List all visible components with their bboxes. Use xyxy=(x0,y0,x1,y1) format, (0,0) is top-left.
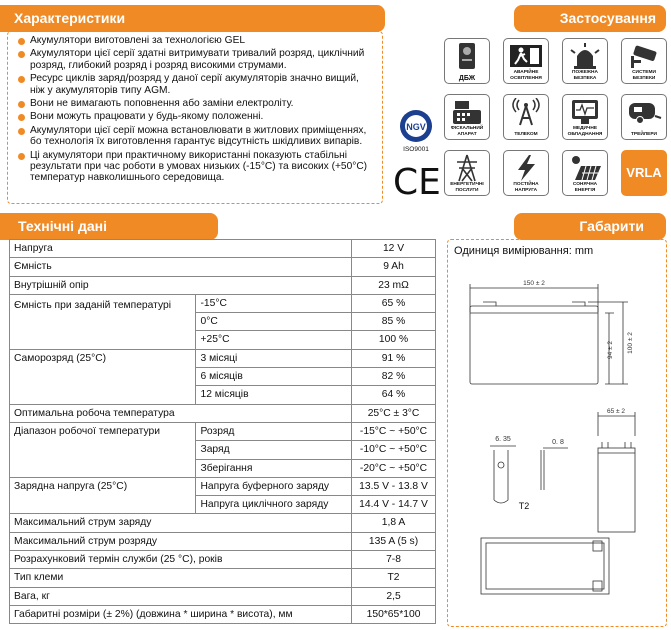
cctv-icon xyxy=(626,42,662,70)
terminal-type-label: T2 xyxy=(518,501,530,511)
solar-panel-icon xyxy=(567,154,603,182)
features-list xyxy=(8,32,382,184)
battery-drawing xyxy=(448,260,666,624)
table-row xyxy=(10,258,436,276)
spec-sub-label: +25°C xyxy=(196,331,352,349)
feature-item: Акумулятори цієї серії здатні витримувати тривалий розряд, циклічний розряд, глибокий розряд і розряд високими струмами. xyxy=(18,48,376,71)
table-row xyxy=(10,404,436,422)
tech-header: Технічні дані xyxy=(0,213,218,240)
app-label: АВАРІЙНЕ ОСВІТЛЕННЯ xyxy=(510,70,542,81)
app-label: МЕДИЧНЕ ОБЛАДНАННЯ xyxy=(567,126,603,137)
table-row xyxy=(10,587,436,605)
app-fire-safety xyxy=(562,38,608,84)
applications-header: Застосування xyxy=(514,5,666,32)
table-row xyxy=(10,477,436,495)
app-label: ТРЕЙЛЕРИ xyxy=(631,131,657,137)
app-cash-register xyxy=(444,94,490,140)
spec-sub-label: Заряд xyxy=(196,441,352,459)
features-header: Характеристики xyxy=(0,5,385,32)
app-security xyxy=(621,38,667,84)
feature-item: Ці акумулятори при практичному використанні показують стабільні результати при час роботи в умовах низьких (-15°C) та високих (+50°C) температур навколишнього середовища. xyxy=(18,150,376,184)
spec-sub-label: -15°C xyxy=(196,294,352,312)
spec-value: 135 A (5 s) xyxy=(352,532,436,550)
unit-label: Одиниця вимірювання: mm xyxy=(454,245,594,257)
app-label: ФІСКАЛЬНИЙ АПАРАТ xyxy=(450,126,484,137)
spec-value: 85 % xyxy=(352,313,436,331)
spec-sub-label: Розряд xyxy=(196,422,352,440)
terminal-thickness-label: 0. 8 xyxy=(552,439,564,446)
spec-value: 2,5 xyxy=(352,587,436,605)
telecom-tower-icon xyxy=(508,98,544,126)
spec-value: 100 % xyxy=(352,331,436,349)
app-label: СИСТЕМИ БЕЗПЕКИ xyxy=(632,70,656,81)
table-row xyxy=(10,294,436,312)
app-ups xyxy=(444,38,490,84)
app-label: СОНЯЧНА ЕНЕРГІЯ xyxy=(572,182,598,193)
app-emergency-light xyxy=(503,38,549,84)
feature-item: Вони можуть працювати у будь-якому положенні. xyxy=(18,111,376,122)
spec-value: 9 Ah xyxy=(352,258,436,276)
table-row xyxy=(10,276,436,294)
app-energy xyxy=(444,150,490,196)
spec-sub-label: Напруга циклічного заряду xyxy=(196,496,352,514)
app-label: ДБЖ xyxy=(458,74,476,82)
iso-text: ISO9001 xyxy=(403,146,429,153)
spec-value: -15°C ~ +50°C xyxy=(352,422,436,440)
spec-value: -10°C ~ +50°C xyxy=(352,441,436,459)
app-medical xyxy=(562,94,608,140)
spec-label: Максимальний струм заряду xyxy=(10,514,352,532)
spec-value: 1,8 A xyxy=(352,514,436,532)
app-label: ПОЖЕЖНА БЕЗПЕКА xyxy=(572,70,598,81)
length-dimension: 150 ± 2 xyxy=(523,280,545,287)
app-label: ЕНЕРГЕТИЧНІ ПОСЛУГИ xyxy=(450,182,484,193)
spec-label: Максимальний струм розряду xyxy=(10,532,352,550)
feature-item: Ресурс циклів заряд/розряд у даної серії акумуляторів значно вищий, ніж у акумуляторів типу AGM. xyxy=(18,73,376,96)
spec-sub-label: 6 місяців xyxy=(196,368,352,386)
spec-value: 7-8 xyxy=(352,551,436,569)
spec-sub-label: Зберігання xyxy=(196,459,352,477)
terminal-width-label: 6. 35 xyxy=(495,436,511,443)
spec-label: Діапазон робочої температури xyxy=(10,422,196,477)
table-row xyxy=(10,349,436,367)
spec-label: Ємність xyxy=(10,258,352,276)
table-row xyxy=(10,551,436,569)
spec-sub-label: 3 місяці xyxy=(196,349,352,367)
ngv-text: NGV xyxy=(406,122,426,132)
spec-sub-label: 12 місяців xyxy=(196,386,352,404)
app-label: ПОСТІЙНА НАПРУГА xyxy=(513,182,539,193)
dims-header: Габарити xyxy=(514,213,666,240)
spec-label: Саморозряд (25°C) xyxy=(10,349,196,404)
spec-value: 14.4 V - 14.7 V xyxy=(352,496,436,514)
spec-sub-label: 0°C xyxy=(196,313,352,331)
spec-value: 64 % xyxy=(352,386,436,404)
app-label: ТЕЛЕКОМ xyxy=(514,131,538,137)
app-constant-voltage xyxy=(503,150,549,196)
spec-value: T2 xyxy=(352,569,436,587)
spec-value: 82 % xyxy=(352,368,436,386)
spec-value: 25°C ± 3°C xyxy=(352,404,436,422)
cash-register-icon xyxy=(449,98,485,126)
feature-item: Акумулятори виготовлені за технологією GEL xyxy=(18,35,376,46)
spec-sub-label: Напруга буферного заряду xyxy=(196,477,352,495)
vrla-badge: VRLA xyxy=(621,150,667,196)
spec-label: Ємність при заданій температурі xyxy=(10,294,196,349)
spec-value: 150*65*100 xyxy=(352,605,436,623)
height-94-dimension: 94 ± 2 xyxy=(607,340,614,360)
spec-label: Зарядна напруга (25°C) xyxy=(10,477,196,514)
width-dimension: 65 ± 2 xyxy=(606,408,626,415)
spec-label: Тип клеми xyxy=(10,569,352,587)
medical-monitor-icon xyxy=(567,98,603,126)
spec-value: 91 % xyxy=(352,349,436,367)
spec-value: -20°C ~ +50°C xyxy=(352,459,436,477)
emergency-exit-icon xyxy=(508,42,544,70)
spec-label: Габаритні розміри (± 2%) (довжина * ширина * висота), мм xyxy=(10,605,352,623)
height-100-dimension: 100 ± 2 xyxy=(627,332,634,354)
app-trailer xyxy=(621,94,667,140)
spec-value: 23 mΩ xyxy=(352,276,436,294)
app-solar xyxy=(562,150,608,196)
fire-alarm-icon xyxy=(567,42,603,70)
table-row xyxy=(10,569,436,587)
lightning-icon xyxy=(508,154,544,182)
spec-label: Оптимальна робоча температура xyxy=(10,404,352,422)
table-row xyxy=(10,514,436,532)
spec-label: Напруга xyxy=(10,240,352,258)
power-pylon-icon xyxy=(449,154,485,182)
ups-icon xyxy=(449,42,485,70)
spec-label: Внутрішній опір xyxy=(10,276,352,294)
spec-label: Вага, кг xyxy=(10,587,352,605)
table-row xyxy=(10,532,436,550)
spec-value: 65 % xyxy=(352,294,436,312)
table-row xyxy=(10,605,436,623)
app-telecom xyxy=(503,94,549,140)
trailer-icon xyxy=(626,98,662,126)
tech-table xyxy=(9,239,436,624)
table-row xyxy=(10,240,436,258)
feature-item: Акумулятори цієї серії можна встановлювати в житлових приміщеннях, бо технологія їх виготовлення гарантує відсутність шкідливих випарів. xyxy=(18,125,376,148)
ce-mark-icon: CE xyxy=(393,162,441,203)
spec-value: 13.5 V - 13.8 V xyxy=(352,477,436,495)
features-box xyxy=(7,31,383,204)
feature-item: Вони не вимагають поповнення або заміни електроліту. xyxy=(18,98,376,109)
spec-value: 12 V xyxy=(352,240,436,258)
spec-label: Розрахунковий термін служби (25 °C), років xyxy=(10,551,352,569)
table-row xyxy=(10,422,436,440)
ngv-logo-icon xyxy=(392,108,440,154)
